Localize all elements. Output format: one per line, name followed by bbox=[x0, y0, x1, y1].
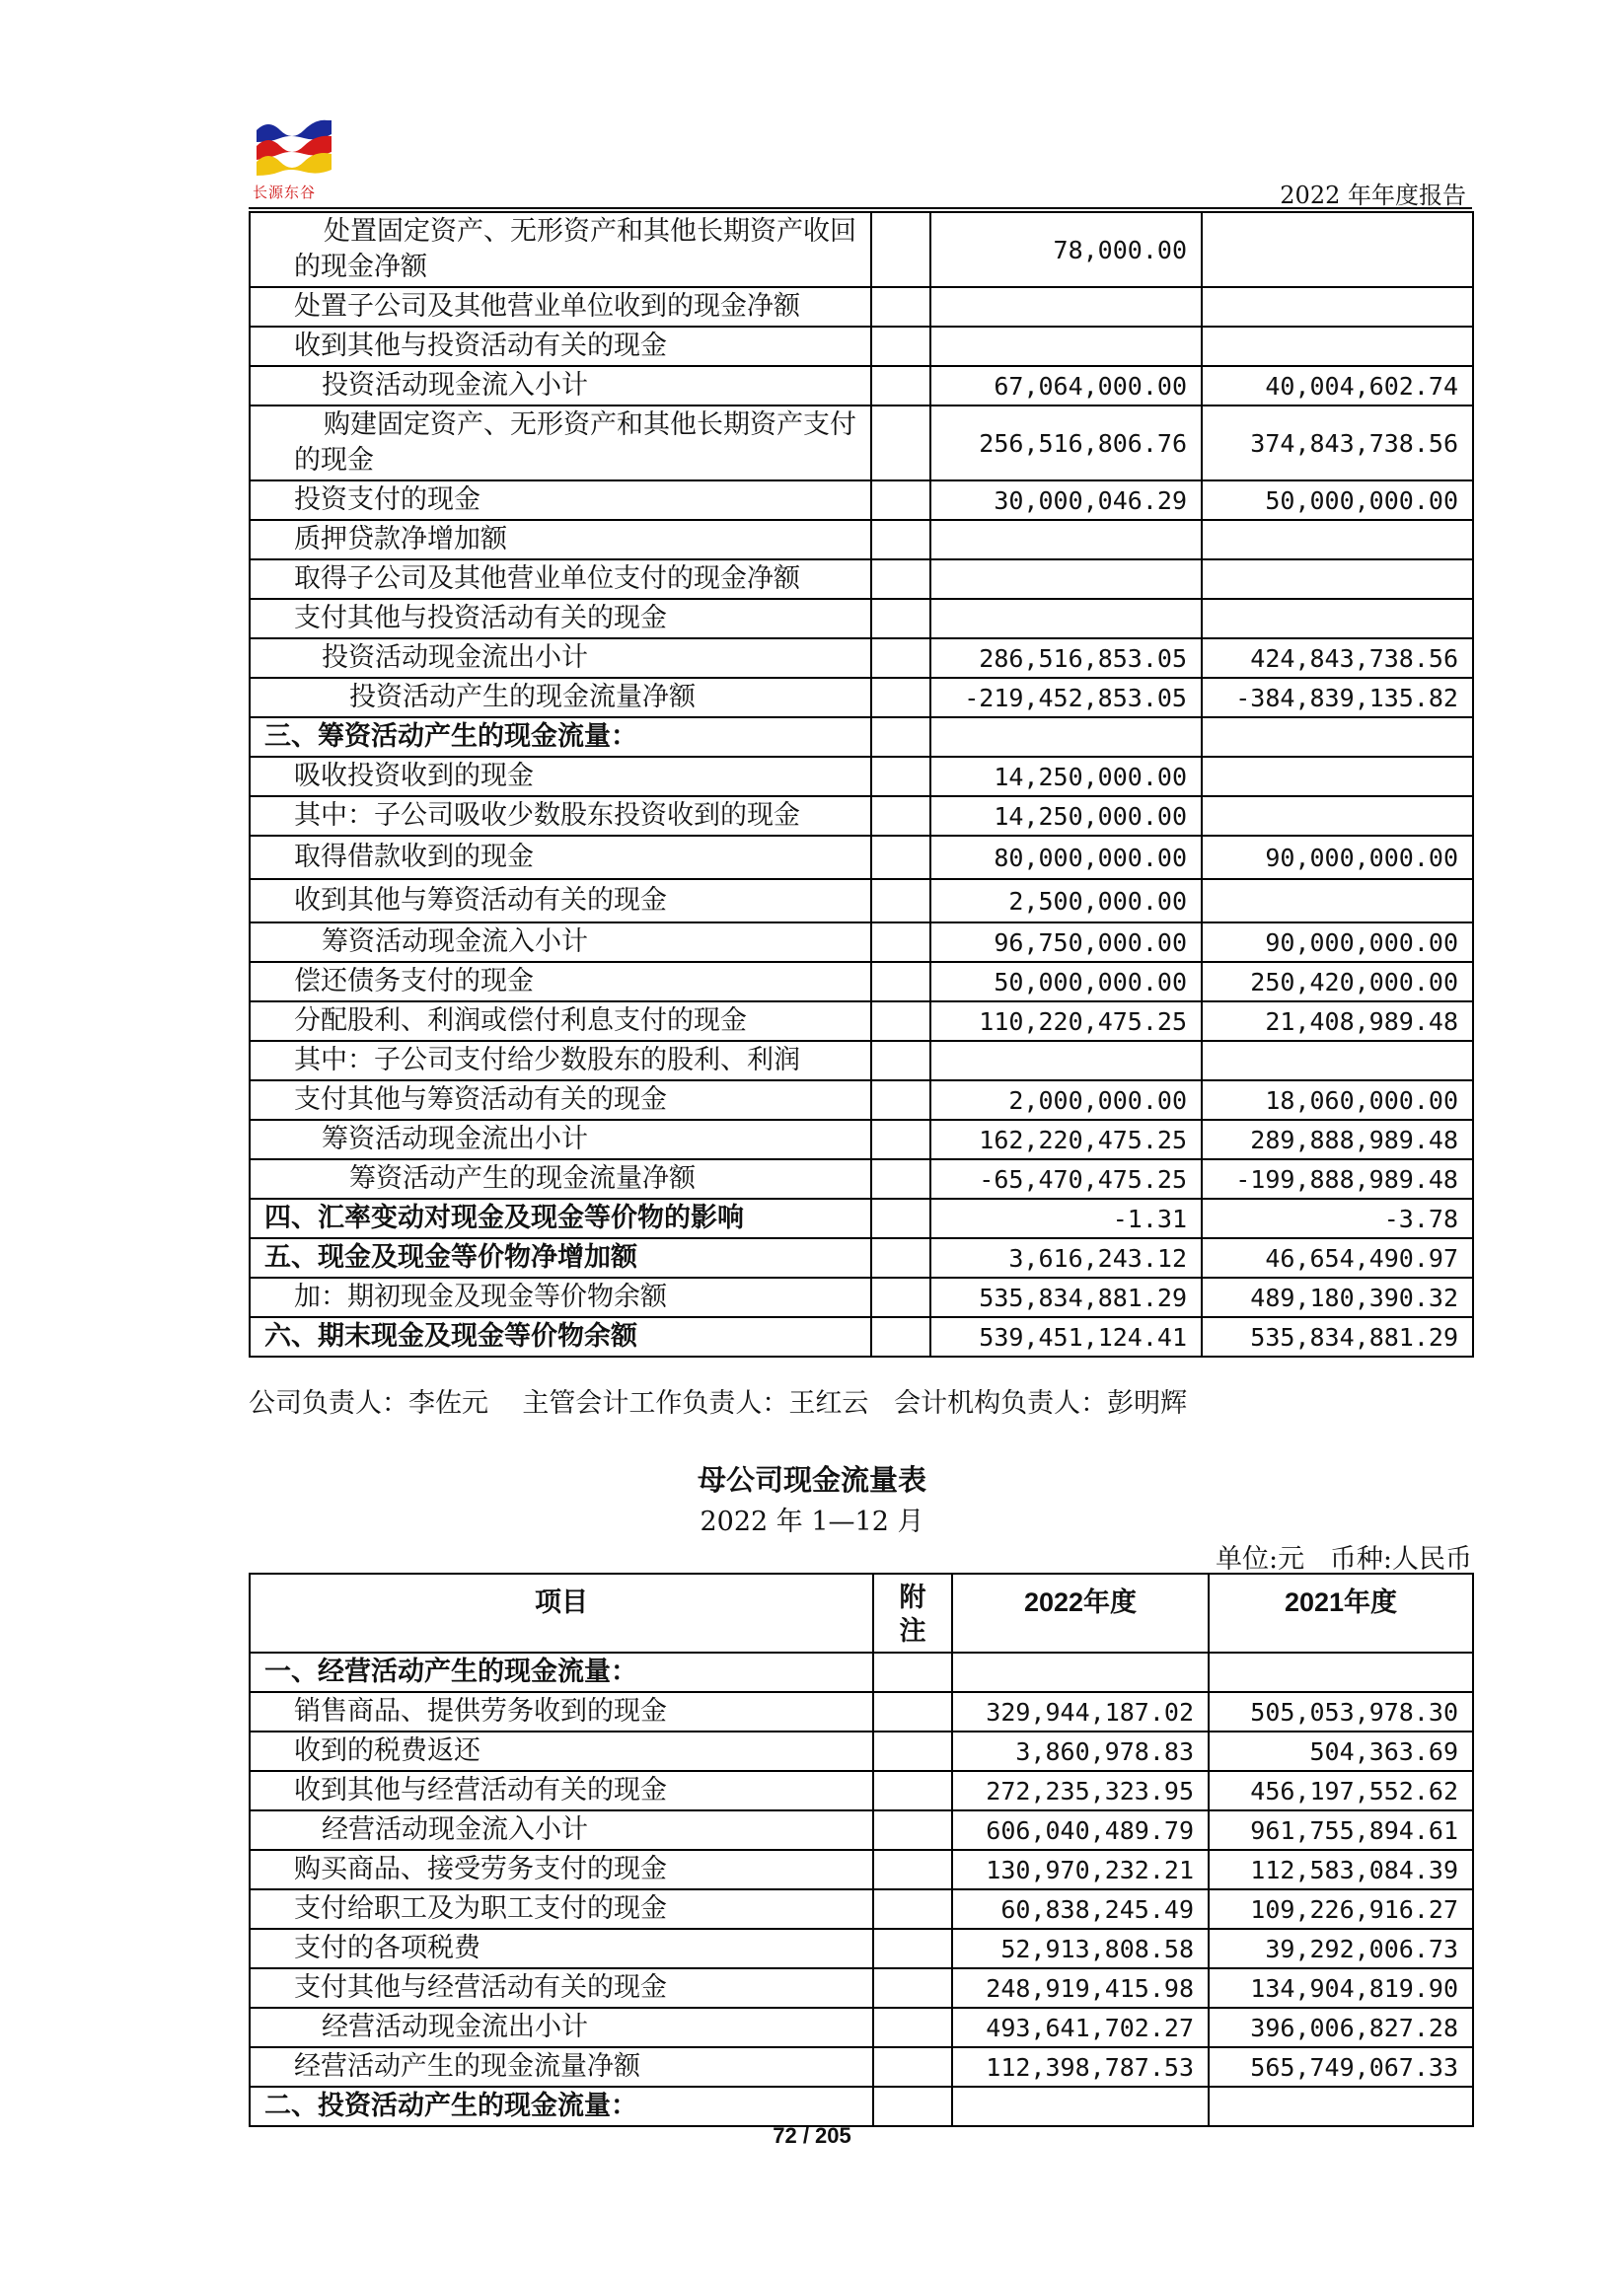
cell-y2021: 90,000,000.00 bbox=[1202, 922, 1473, 962]
cell-label: 其中：子公司吸收少数股东投资收到的现金 bbox=[250, 796, 871, 836]
cell-y2022: 535,834,881.29 bbox=[930, 1278, 1202, 1317]
cell-note bbox=[871, 1001, 930, 1041]
table-row bbox=[250, 599, 1473, 638]
cell-note bbox=[871, 757, 930, 796]
cell-note bbox=[871, 1238, 930, 1278]
cell-label: 投资活动产生的现金流量净额 bbox=[250, 678, 871, 717]
cell-y2022: 256,516,806.76 bbox=[930, 405, 1202, 480]
signatures-line: 公司负责人：李佐元 主管会计工作负责人：王红云 会计机构负责人：彭明辉 bbox=[249, 1388, 1188, 1419]
table-row bbox=[250, 1278, 1473, 1317]
cell-y2021 bbox=[1209, 1653, 1473, 1692]
header-2021: 2021年度 bbox=[1209, 1574, 1473, 1653]
cell-label: 六、期末现金及现金等价物余额 bbox=[250, 1317, 871, 1357]
cell-y2022: 3,860,978.83 bbox=[952, 1732, 1209, 1771]
cell-label: 处置固定资产、无形资产和其他长期资产收回的现金净额 bbox=[250, 212, 871, 287]
cell-label: 取得借款收到的现金 bbox=[250, 836, 871, 879]
cell-note bbox=[871, 1120, 930, 1159]
cell-note bbox=[871, 1278, 930, 1317]
logo-caption: 长源东谷 bbox=[253, 184, 317, 201]
cell-note bbox=[873, 1810, 952, 1850]
parent-cashflow-table bbox=[249, 1573, 1474, 2127]
cell-label: 二、投资活动产生的现金流量： bbox=[250, 2087, 873, 2126]
cell-y2022: -65,470,475.25 bbox=[930, 1159, 1202, 1199]
cell-note bbox=[871, 962, 930, 1001]
cell-y2021: 112,583,084.39 bbox=[1209, 1850, 1473, 1889]
cell-note bbox=[871, 1317, 930, 1357]
cell-label: 支付其他与经营活动有关的现金 bbox=[250, 1968, 873, 2008]
table-row bbox=[250, 2087, 1473, 2126]
cell-y2022: 286,516,853.05 bbox=[930, 638, 1202, 678]
cell-y2021 bbox=[1202, 327, 1473, 366]
cell-y2021: -199,888,989.48 bbox=[1202, 1159, 1473, 1199]
cell-note bbox=[871, 879, 930, 922]
cell-note bbox=[871, 678, 930, 717]
table-row bbox=[250, 922, 1473, 962]
cell-y2021 bbox=[1202, 520, 1473, 559]
cell-y2021: 961,755,894.61 bbox=[1209, 1810, 1473, 1850]
cell-note bbox=[871, 480, 930, 520]
cell-y2022: 50,000,000.00 bbox=[930, 962, 1202, 1001]
table-row bbox=[250, 1692, 1473, 1732]
cell-y2021: 90,000,000.00 bbox=[1202, 836, 1473, 879]
cell-note bbox=[871, 717, 930, 757]
cell-y2022: 78,000.00 bbox=[930, 212, 1202, 287]
table-row bbox=[250, 287, 1473, 327]
cell-note bbox=[873, 1653, 952, 1692]
cell-note bbox=[871, 212, 930, 287]
cell-label: 支付其他与筹资活动有关的现金 bbox=[250, 1080, 871, 1120]
cell-y2022: 30,000,046.29 bbox=[930, 480, 1202, 520]
table-row bbox=[250, 327, 1473, 366]
cell-note bbox=[873, 1929, 952, 1968]
cell-y2021: 374,843,738.56 bbox=[1202, 405, 1473, 480]
table-row bbox=[250, 1041, 1473, 1080]
table-row bbox=[250, 1968, 1473, 2008]
cell-label: 取得子公司及其他营业单位支付的现金净额 bbox=[250, 559, 871, 599]
table-row bbox=[250, 962, 1473, 1001]
cell-y2022: 96,750,000.00 bbox=[930, 922, 1202, 962]
cell-y2021: 134,904,819.90 bbox=[1209, 1968, 1473, 2008]
cell-y2022: 60,838,245.49 bbox=[952, 1889, 1209, 1929]
table-row bbox=[250, 2047, 1473, 2087]
cell-note bbox=[873, 1732, 952, 1771]
table-row bbox=[250, 796, 1473, 836]
cell-label: 经营活动产生的现金流量净额 bbox=[250, 2047, 873, 2087]
cell-y2021 bbox=[1202, 757, 1473, 796]
cell-y2022: 248,919,415.98 bbox=[952, 1968, 1209, 2008]
cell-label: 投资活动现金流入小计 bbox=[250, 366, 871, 405]
cell-y2022 bbox=[930, 287, 1202, 327]
cell-y2021 bbox=[1202, 796, 1473, 836]
cell-y2021 bbox=[1202, 717, 1473, 757]
cell-y2021 bbox=[1209, 2087, 1473, 2126]
cell-y2022: 272,235,323.95 bbox=[952, 1771, 1209, 1810]
cell-label: 投资活动现金流出小计 bbox=[250, 638, 871, 678]
table-row bbox=[250, 480, 1473, 520]
cell-y2022 bbox=[930, 717, 1202, 757]
cell-y2022: 52,913,808.58 bbox=[952, 1929, 1209, 1968]
table-row bbox=[250, 1810, 1473, 1850]
cell-note bbox=[873, 2008, 952, 2047]
table-row bbox=[250, 1850, 1473, 1889]
section-period: 2022 年 1—12 月 bbox=[700, 1507, 924, 1537]
cell-label: 投资支付的现金 bbox=[250, 480, 871, 520]
cell-label: 经营活动现金流入小计 bbox=[250, 1810, 873, 1850]
cell-note bbox=[871, 405, 930, 480]
table-row bbox=[250, 1238, 1473, 1278]
cell-label: 筹资活动现金流出小计 bbox=[250, 1120, 871, 1159]
cell-note bbox=[873, 2087, 952, 2126]
cell-label: 处置子公司及其他营业单位收到的现金净额 bbox=[250, 287, 871, 327]
section-title: 母公司现金流量表 bbox=[697, 1463, 926, 1497]
cell-label: 支付给职工及为职工支付的现金 bbox=[250, 1889, 873, 1929]
cell-label: 一、经营活动产生的现金流量： bbox=[250, 1653, 873, 1692]
cell-label: 收到其他与筹资活动有关的现金 bbox=[250, 879, 871, 922]
cell-note bbox=[873, 1968, 952, 2008]
cell-y2021: 250,420,000.00 bbox=[1202, 962, 1473, 1001]
cell-y2021: 109,226,916.27 bbox=[1209, 1889, 1473, 1929]
table-row bbox=[250, 1080, 1473, 1120]
table-row bbox=[250, 1199, 1473, 1238]
cell-label: 收到其他与投资活动有关的现金 bbox=[250, 327, 871, 366]
cell-y2021: 39,292,006.73 bbox=[1209, 1929, 1473, 1968]
cell-note bbox=[873, 1771, 952, 1810]
cell-y2021: 46,654,490.97 bbox=[1202, 1238, 1473, 1278]
table-row bbox=[250, 879, 1473, 922]
cell-y2022: 110,220,475.25 bbox=[930, 1001, 1202, 1041]
cell-label: 收到的税费返还 bbox=[250, 1732, 873, 1771]
cell-y2022: 14,250,000.00 bbox=[930, 796, 1202, 836]
currency-unit: 单位:元 币种:人民币 bbox=[1216, 1544, 1472, 1575]
cell-label: 质押贷款净增加额 bbox=[250, 520, 871, 559]
cell-y2021: 505,053,978.30 bbox=[1209, 1692, 1473, 1732]
cell-note bbox=[871, 1080, 930, 1120]
cell-label: 经营活动现金流出小计 bbox=[250, 2008, 873, 2047]
table-row bbox=[250, 1732, 1473, 1771]
cell-y2022: 80,000,000.00 bbox=[930, 836, 1202, 879]
cell-y2022: 493,641,702.27 bbox=[952, 2008, 1209, 2047]
cell-y2022: 2,500,000.00 bbox=[930, 879, 1202, 922]
cell-y2022: 162,220,475.25 bbox=[930, 1120, 1202, 1159]
cell-y2021: 18,060,000.00 bbox=[1202, 1080, 1473, 1120]
cell-y2021 bbox=[1202, 879, 1473, 922]
cell-y2021: 424,843,738.56 bbox=[1202, 638, 1473, 678]
cell-y2022: 539,451,124.41 bbox=[930, 1317, 1202, 1357]
cell-label: 吸收投资收到的现金 bbox=[250, 757, 871, 796]
cell-y2022: 130,970,232.21 bbox=[952, 1850, 1209, 1889]
table-row bbox=[250, 638, 1473, 678]
cell-note bbox=[871, 796, 930, 836]
cell-note bbox=[873, 1692, 952, 1732]
cell-y2022: -219,452,853.05 bbox=[930, 678, 1202, 717]
cell-label: 分配股利、利润或偿付利息支付的现金 bbox=[250, 1001, 871, 1041]
cell-y2022: 606,040,489.79 bbox=[952, 1810, 1209, 1850]
table-row bbox=[250, 1120, 1473, 1159]
cell-label: 三、筹资活动产生的现金流量： bbox=[250, 717, 871, 757]
header-2022: 2022年度 bbox=[952, 1574, 1209, 1653]
cell-label: 购买商品、接受劳务支付的现金 bbox=[250, 1850, 873, 1889]
table-row bbox=[250, 212, 1473, 287]
cell-y2021: -384,839,135.82 bbox=[1202, 678, 1473, 717]
cell-y2021: 50,000,000.00 bbox=[1202, 480, 1473, 520]
cell-y2022 bbox=[952, 2087, 1209, 2126]
cell-y2022 bbox=[952, 1653, 1209, 1692]
table-row bbox=[250, 717, 1473, 757]
cell-y2022: 2,000,000.00 bbox=[930, 1080, 1202, 1120]
cell-label: 收到其他与经营活动有关的现金 bbox=[250, 1771, 873, 1810]
cell-y2021: 40,004,602.74 bbox=[1202, 366, 1473, 405]
cell-y2021: 456,197,552.62 bbox=[1209, 1771, 1473, 1810]
cell-label: 偿还债务支付的现金 bbox=[250, 962, 871, 1001]
cell-y2021: -3.78 bbox=[1202, 1199, 1473, 1238]
cell-label: 销售商品、提供劳务收到的现金 bbox=[250, 1692, 873, 1732]
cell-note bbox=[871, 638, 930, 678]
cell-y2021 bbox=[1202, 599, 1473, 638]
cell-label: 五、现金及现金等价物净增加额 bbox=[250, 1238, 871, 1278]
table-row bbox=[250, 1771, 1473, 1810]
cell-note bbox=[871, 1199, 930, 1238]
cell-y2022: 112,398,787.53 bbox=[952, 2047, 1209, 2087]
table-row bbox=[250, 1317, 1473, 1357]
cell-label: 支付的各项税费 bbox=[250, 1929, 873, 1968]
cell-y2022 bbox=[930, 520, 1202, 559]
cell-note bbox=[871, 520, 930, 559]
cell-label: 筹资活动现金流入小计 bbox=[250, 922, 871, 962]
cell-y2022 bbox=[930, 559, 1202, 599]
table-row bbox=[250, 836, 1473, 879]
header-item: 项目 bbox=[250, 1574, 873, 1653]
cell-y2021: 21,408,989.48 bbox=[1202, 1001, 1473, 1041]
table-row bbox=[250, 520, 1473, 559]
cell-y2022: 3,616,243.12 bbox=[930, 1238, 1202, 1278]
cell-y2022: -1.31 bbox=[930, 1199, 1202, 1238]
table-row bbox=[250, 1653, 1473, 1692]
cell-y2021: 489,180,390.32 bbox=[1202, 1278, 1473, 1317]
cell-y2021 bbox=[1202, 287, 1473, 327]
cell-note bbox=[871, 1041, 930, 1080]
consolidated-cashflow-table-continued bbox=[249, 211, 1474, 1358]
cell-y2022: 329,944,187.02 bbox=[952, 1692, 1209, 1732]
cell-note bbox=[871, 1159, 930, 1199]
cell-y2022 bbox=[930, 599, 1202, 638]
cell-y2021 bbox=[1202, 212, 1473, 287]
cell-note bbox=[871, 599, 930, 638]
cell-label: 加：期初现金及现金等价物余额 bbox=[250, 1278, 871, 1317]
table-row bbox=[250, 757, 1473, 796]
table-row bbox=[250, 678, 1473, 717]
table-row bbox=[250, 1159, 1473, 1199]
page-number: 72 / 205 bbox=[773, 2123, 851, 2148]
cell-note bbox=[873, 2047, 952, 2087]
cell-note bbox=[871, 922, 930, 962]
cell-note bbox=[871, 327, 930, 366]
table-row bbox=[250, 559, 1473, 599]
report-title: 2022 年年度报告 bbox=[1280, 182, 1466, 209]
table-header-row bbox=[250, 1574, 1473, 1653]
cell-y2022 bbox=[930, 1041, 1202, 1080]
table-row bbox=[250, 405, 1473, 480]
cell-note bbox=[873, 1889, 952, 1929]
cell-label: 其中：子公司支付给少数股东的股利、利润 bbox=[250, 1041, 871, 1080]
cell-label: 四、汇率变动对现金及现金等价物的影响 bbox=[250, 1199, 871, 1238]
cell-y2021: 565,749,067.33 bbox=[1209, 2047, 1473, 2087]
table-row bbox=[250, 1889, 1473, 1929]
cell-note bbox=[871, 366, 930, 405]
table-row bbox=[250, 1001, 1473, 1041]
table-row bbox=[250, 2008, 1473, 2047]
cell-label: 购建固定资产、无形资产和其他长期资产支付的现金 bbox=[250, 405, 871, 480]
cell-y2021: 535,834,881.29 bbox=[1202, 1317, 1473, 1357]
cell-note bbox=[873, 1850, 952, 1889]
cell-y2021: 396,006,827.28 bbox=[1209, 2008, 1473, 2047]
table-row bbox=[250, 366, 1473, 405]
cell-label: 筹资活动产生的现金流量净额 bbox=[250, 1159, 871, 1199]
header-divider bbox=[249, 207, 1472, 209]
header-note bbox=[873, 1574, 952, 1653]
cell-y2022 bbox=[930, 327, 1202, 366]
cell-y2021: 289,888,989.48 bbox=[1202, 1120, 1473, 1159]
header-note-text: 附注 bbox=[899, 1583, 926, 1646]
cell-y2022: 14,250,000.00 bbox=[930, 757, 1202, 796]
cell-y2022: 67,064,000.00 bbox=[930, 366, 1202, 405]
cell-y2021: 504,363.69 bbox=[1209, 1732, 1473, 1771]
cell-y2021 bbox=[1202, 1041, 1473, 1080]
cell-note bbox=[871, 836, 930, 879]
cell-note bbox=[871, 559, 930, 599]
table-row bbox=[250, 1929, 1473, 1968]
cell-note bbox=[871, 287, 930, 327]
cell-y2021 bbox=[1202, 559, 1473, 599]
cell-label: 支付其他与投资活动有关的现金 bbox=[250, 599, 871, 638]
